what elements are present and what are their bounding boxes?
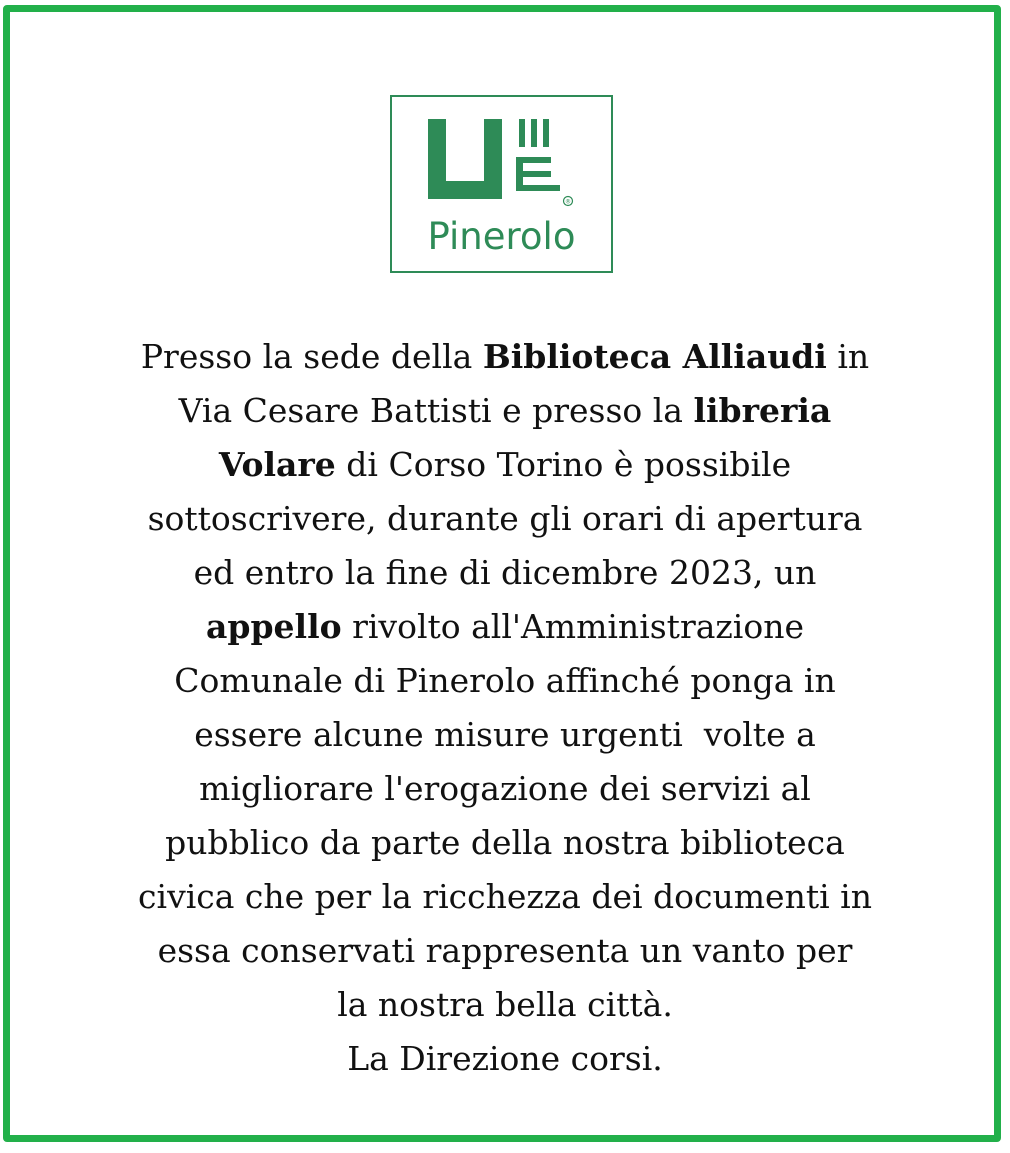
logo-wordmark: Pinerolo	[427, 215, 576, 258]
notice-line: Via Cesare Battisti e presso la libreria	[178, 391, 832, 430]
notice-line: civica che per la ricchezza dei documenti in	[138, 877, 872, 916]
notice-paragraph	[60, 330, 950, 1086]
notice-line: pubblico da parte della nostra biblioteca	[165, 823, 845, 862]
notice-line: sottoscrivere, durante gli orari di apertura	[147, 499, 863, 538]
notice-line: migliorare l'erogazione dei servizi al	[199, 769, 811, 808]
notice-line: ed entro la fine di dicembre 2023, un	[193, 553, 817, 592]
notice-line: la nostra bella città.	[337, 985, 673, 1024]
notice-line: Presso la sede della Biblioteca Alliaudi in	[140, 337, 870, 376]
notice-line: essa conservati rappresenta un vanto per	[157, 931, 853, 970]
notice-line: essere alcune misure urgenti volte a	[194, 715, 816, 754]
notice-line: appello rivolto all'Amministrazione	[206, 607, 804, 646]
svg-text:®: ®	[565, 198, 571, 206]
ute-pinerolo-logo	[390, 95, 613, 273]
notice-line: Volare di Corso Torino è possibile	[218, 445, 792, 484]
notice-line: Comunale di Pinerolo affinché ponga in	[174, 661, 836, 700]
notice-signature: La Direzione corsi.	[347, 1039, 663, 1078]
